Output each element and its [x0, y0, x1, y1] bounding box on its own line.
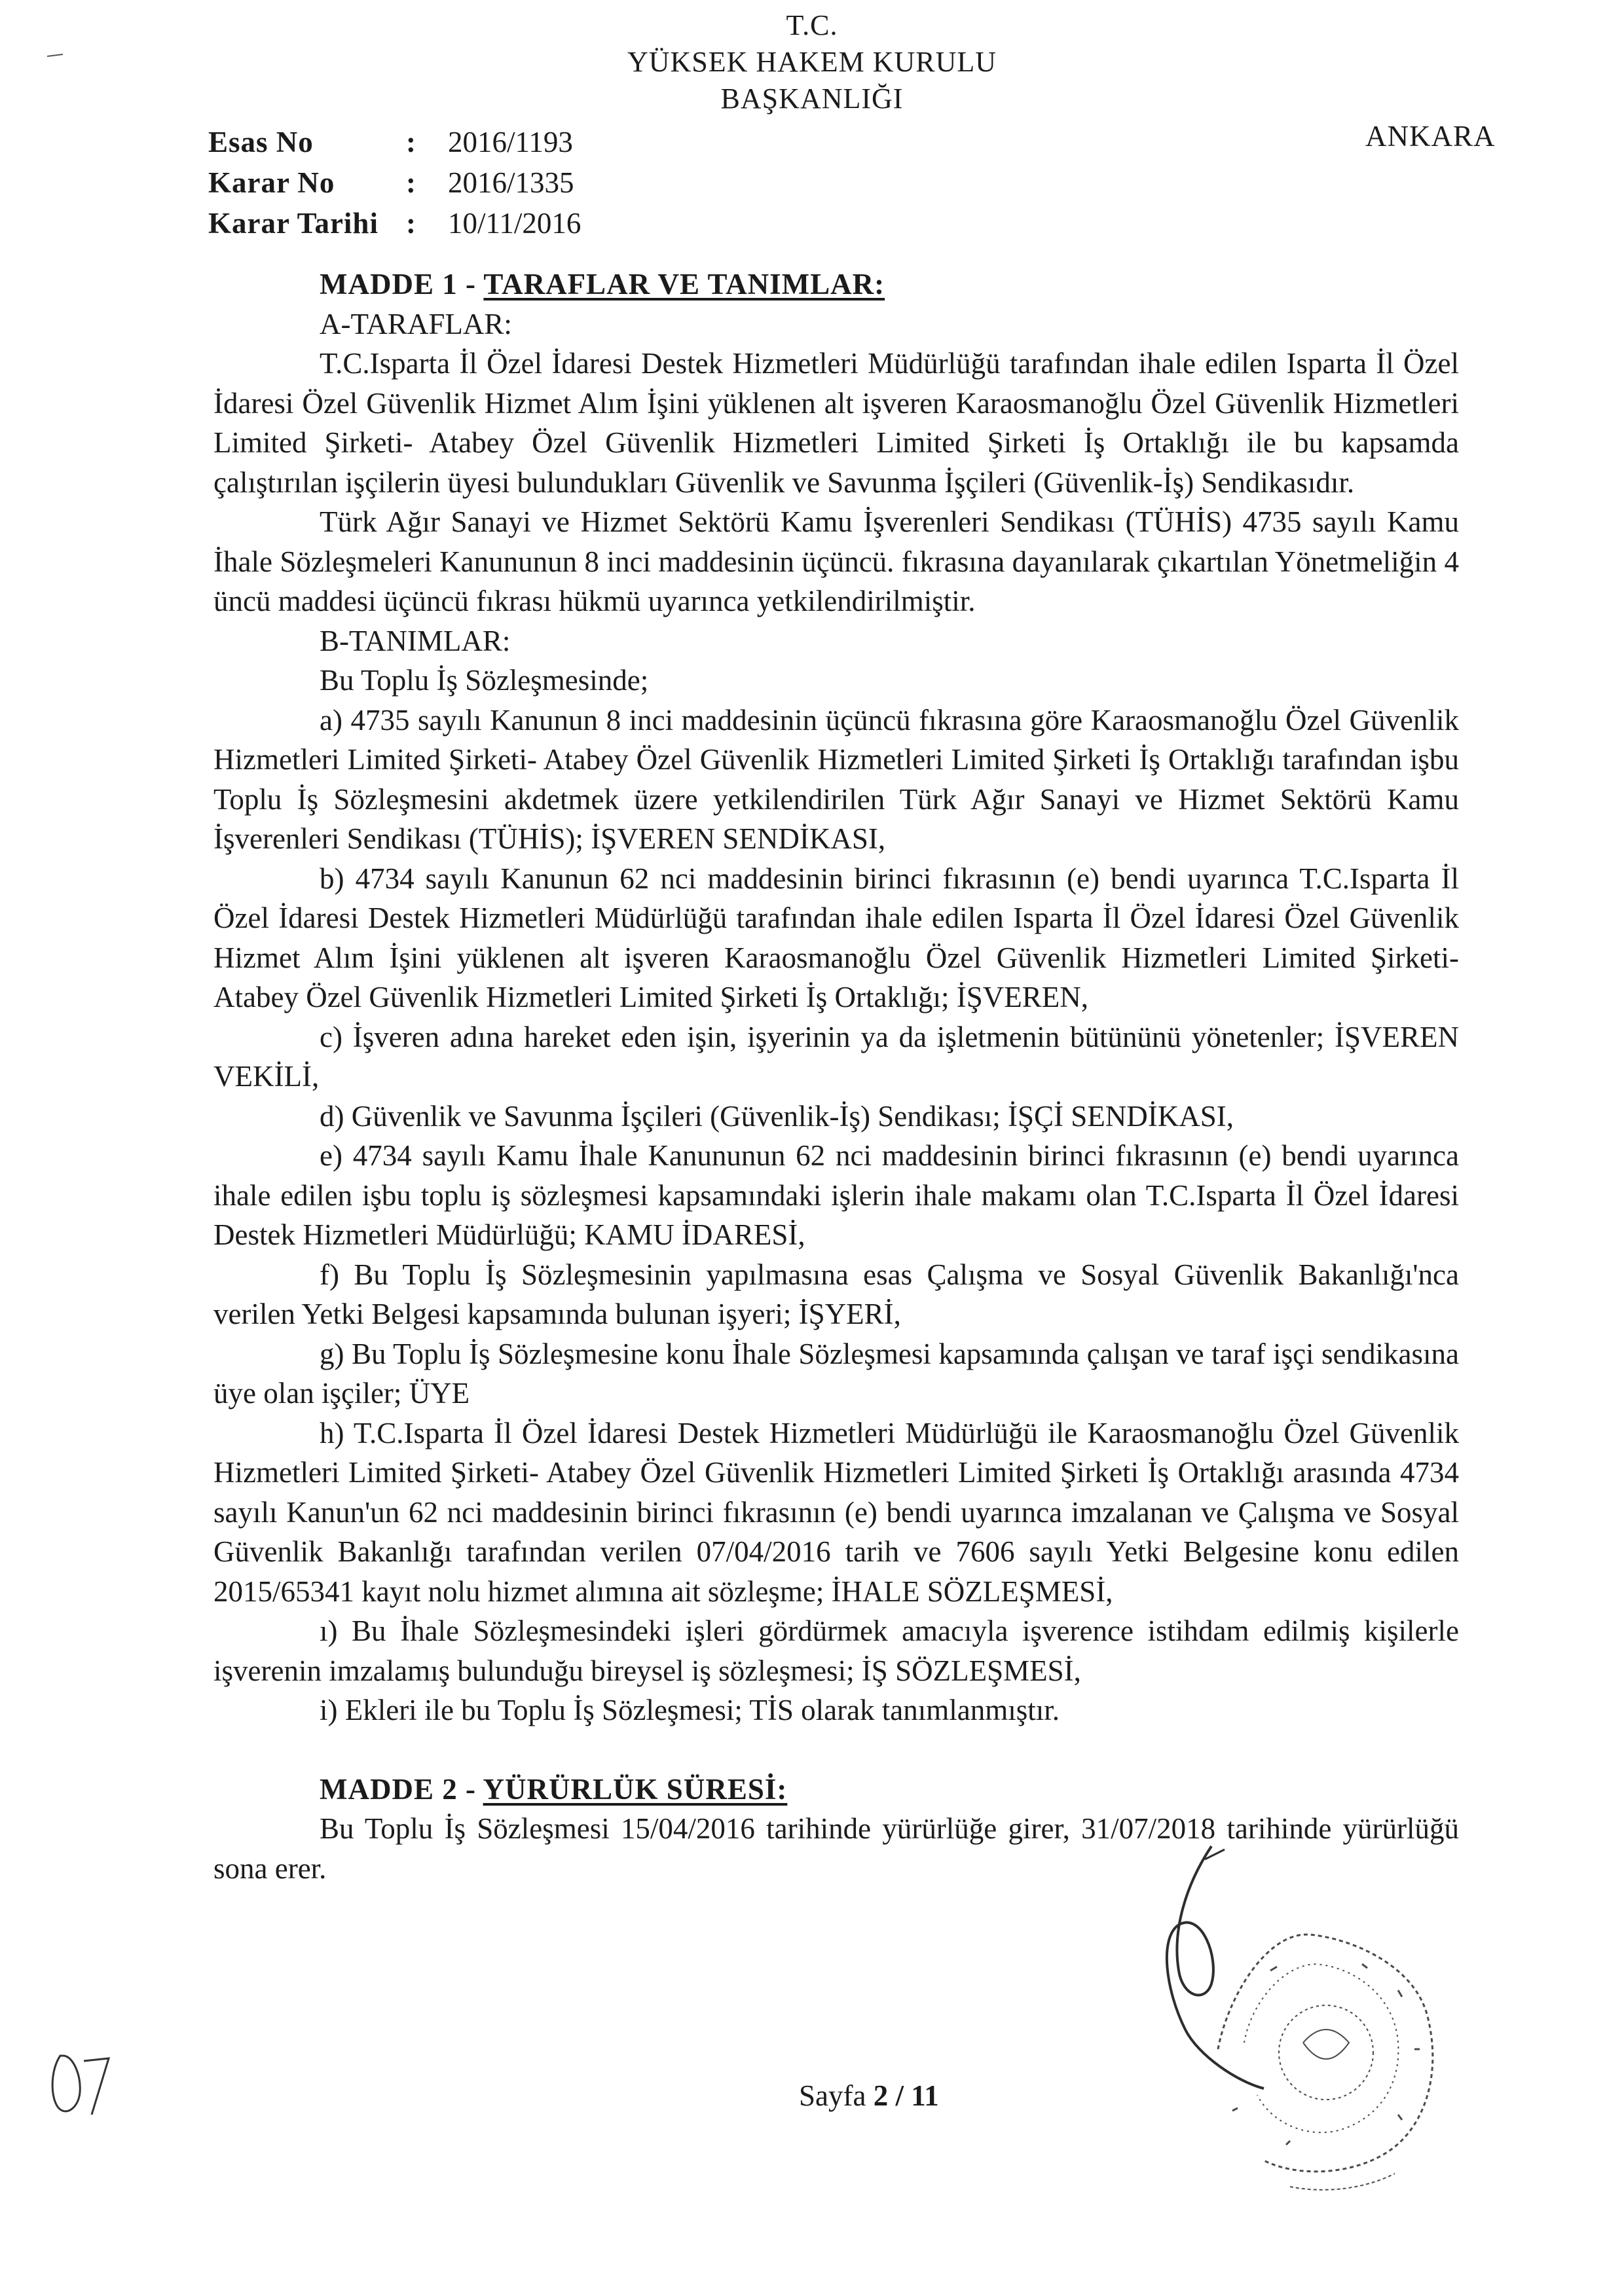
tarih-separator: :: [406, 207, 416, 240]
definition-i: i) Ekleri ile bu Toplu İş Sözleşmesi; TİS olarak tanımlanmıştır.: [320, 1694, 1060, 1726]
madde2-heading: MADDE 2 - YÜRÜRLÜK SÜRESİ:: [320, 1772, 788, 1806]
tarih-label: Karar Tarihi: [208, 207, 378, 240]
definition-c: c) İşveren adına hareket eden işin, işyerinin ya da işletmenin bütününü yönetenler; İŞVEREN VEKİLİ,: [213, 1020, 1459, 1093]
definitions-intro: Bu Toplu İş Sözleşmesinde;: [320, 664, 649, 697]
karar-separator: :: [406, 166, 416, 199]
definition-e: e) 4734 sayılı Kamu İhale Kanununun 62 nci maddesinin birinci fıkrasının (e) bendi uyarınca ihale edilen işbu toplu iş sözleşmesi kapsamındaki işlerin ihale makamı olan T.C.Isparta İl Özel İdaresi Destek Hizmetleri Müdürlüğü; KAMU İDARESİ,: [213, 1139, 1459, 1251]
page-number: [799, 2079, 939, 2113]
karar-value: 2016/1335: [448, 166, 574, 199]
madde1-heading: MADDE 1 - TARAFLAR VE TANIMLAR:: [320, 268, 885, 301]
karar-row: [208, 162, 581, 203]
definition-dotless-i: ı) Bu İhale Sözleşmesindeki işleri gördürmek amacıyla işverence istihdam edilmiş kişilerle işverenin imzalamış bulunduğu bireysel iş sözleşmesi; İŞ SÖZLEŞMESİ,: [213, 1614, 1459, 1687]
document-body: [213, 264, 1459, 1888]
esas-label: Esas No: [208, 126, 314, 158]
header-institution: YÜKSEK HAKEM KURULU: [627, 46, 997, 78]
header-city: ANKARA: [1365, 120, 1496, 153]
paragraph-validity: Bu Toplu İş Sözleşmesi 15/04/2016 tarihinde yürürlüğe girer, 31/07/2018 tarihinde yürürlüğü sona erer.: [213, 1812, 1459, 1885]
taraflar-subheading: A-TARAFLAR:: [320, 307, 512, 340]
definition-f: f) Bu Toplu İş Sözleşmesinin yapılmasına esas Çalışma ve Sosyal Güvenlik Bakanlığı'nca verilen Yetki Belgesi kapsamında bulunan işyeri; İŞYERİ,: [213, 1258, 1459, 1330]
karar-label: Karar No: [208, 166, 335, 199]
tarih-row: [208, 203, 581, 244]
tanimlar-subheading: B-TANIMLAR:: [320, 624, 511, 657]
definition-h: h) T.C.Isparta İl Özel İdaresi Destek Hizmetleri Müdürlüğü ile Karaosmanoğlu Özel Güvenlik Hizmetleri Limited Şirketi- Atabey Özel Güvenlik Hizmetleri Limited Şirketi İş Ortaklığı arasında 4734 sayılı Kanun'un 62 nci maddesinin birinci fıkrasının (e) bendi uyarınca imzalanan ve Çalışma ve Sosyal Güvenlik Bakanlığı tarafından verilen 07/04/2016 tarih ve 7606 sayılı Yetki Belgesine konu edilen 2015/65341 kayıt nolu hizmet alımına ait sözleşme; İHALE SÖZLEŞMESİ,: [213, 1416, 1459, 1608]
esas-value: 2016/1193: [448, 126, 573, 158]
definition-d: d) Güvenlik ve Savunma İşçileri (Güvenlik-İş) Sendikası; İŞÇİ SENDİKASI,: [320, 1099, 1234, 1133]
definition-b: b) 4734 sayılı Kanunun 62 nci maddesinin birinci fıkrasının (e) bendi uyarınca T.C.Isparta İl Özel İdaresi Destek Hizmetleri Müdürlüğü tarafından ihale edilen Isparta İl Özel İdaresi Özel Güvenlik Hizmet Alım İşini yüklenen alt işveren Karaosmanoğlu Özel Güvenlik Hizmetleri Limited Şirketi- Atabey Özel Güvenlik Hizmetleri Limited Şirketi İş Ortaklığı; İŞVEREN,: [213, 862, 1459, 1013]
definition-a: a) 4735 sayılı Kanunun 8 inci maddesinin üçüncü fıkrasına göre Karaosmanoğlu Özel Güvenlik Hizmetleri Limited Şirketi- Atabey Özel Güvenlik Hizmetleri Limited Şirketi İş Ortaklığı tarafından işbu Toplu İş Sözleşmesini akdetmek üzere yetkilendirilen Türk Ağır Sanayi ve Hizmet Sektörü Kamu İşverenleri Sendikası (TÜHİS); İŞVEREN SENDİKASI,: [213, 703, 1459, 855]
handwritten-margin-note: [46, 2030, 118, 2121]
paragraph-parties: T.C.Isparta İl Özel İdaresi Destek Hizmetleri Müdürlüğü tarafından ihale edilen Isparta İl Özel İdaresi Özel Güvenlik Hizmet Alım İşini yüklenen alt işveren Karaosmanoğlu Özel Güvenlik Hizmetleri Limited Şirketi- Atabey Özel Güvenlik Hizmetleri Limited Şirketi İş Ortaklığı ile bu kapsamda çalıştırılan işçilerin üyesi bulundukları Güvenlik ve Savunma İşçileri (Güvenlik-İş) Sendikasıdır.: [213, 347, 1459, 499]
header-presidency: BAŞKANLIĞI: [720, 82, 904, 115]
seal-stamp-with-signature: [1139, 1833, 1493, 2200]
definition-g: g) Bu Toplu İş Sözleşmesine konu İhale Sözleşmesi kapsamında çalışan ve taraf işçi sendikasına üye olan işçiler; ÜYE: [213, 1337, 1459, 1410]
case-meta: [208, 122, 581, 244]
esas-separator: :: [406, 126, 416, 158]
page-number-label: Sayfa: [799, 2079, 866, 2112]
page-number-value: 2 / 11: [873, 2079, 939, 2112]
esas-row: [208, 122, 581, 162]
scan-mark: [46, 52, 65, 59]
header-tc: T.C.: [786, 9, 838, 41]
paragraph-tuhis: Türk Ağır Sanayi ve Hizmet Sektörü Kamu İşverenleri Sendikası (TÜHİS) 4735 sayılı Kamu İhale Sözleşmeleri Kanununun 8 inci maddesinin üçüncü. fıkrasına dayanılarak çıkartılan Yönetmeliğin 4 üncü maddesi üçüncü fıkrası hükmü uyarınca yetkilendirilmiştir.: [213, 505, 1459, 617]
tarih-value: 10/11/2016: [448, 207, 581, 240]
